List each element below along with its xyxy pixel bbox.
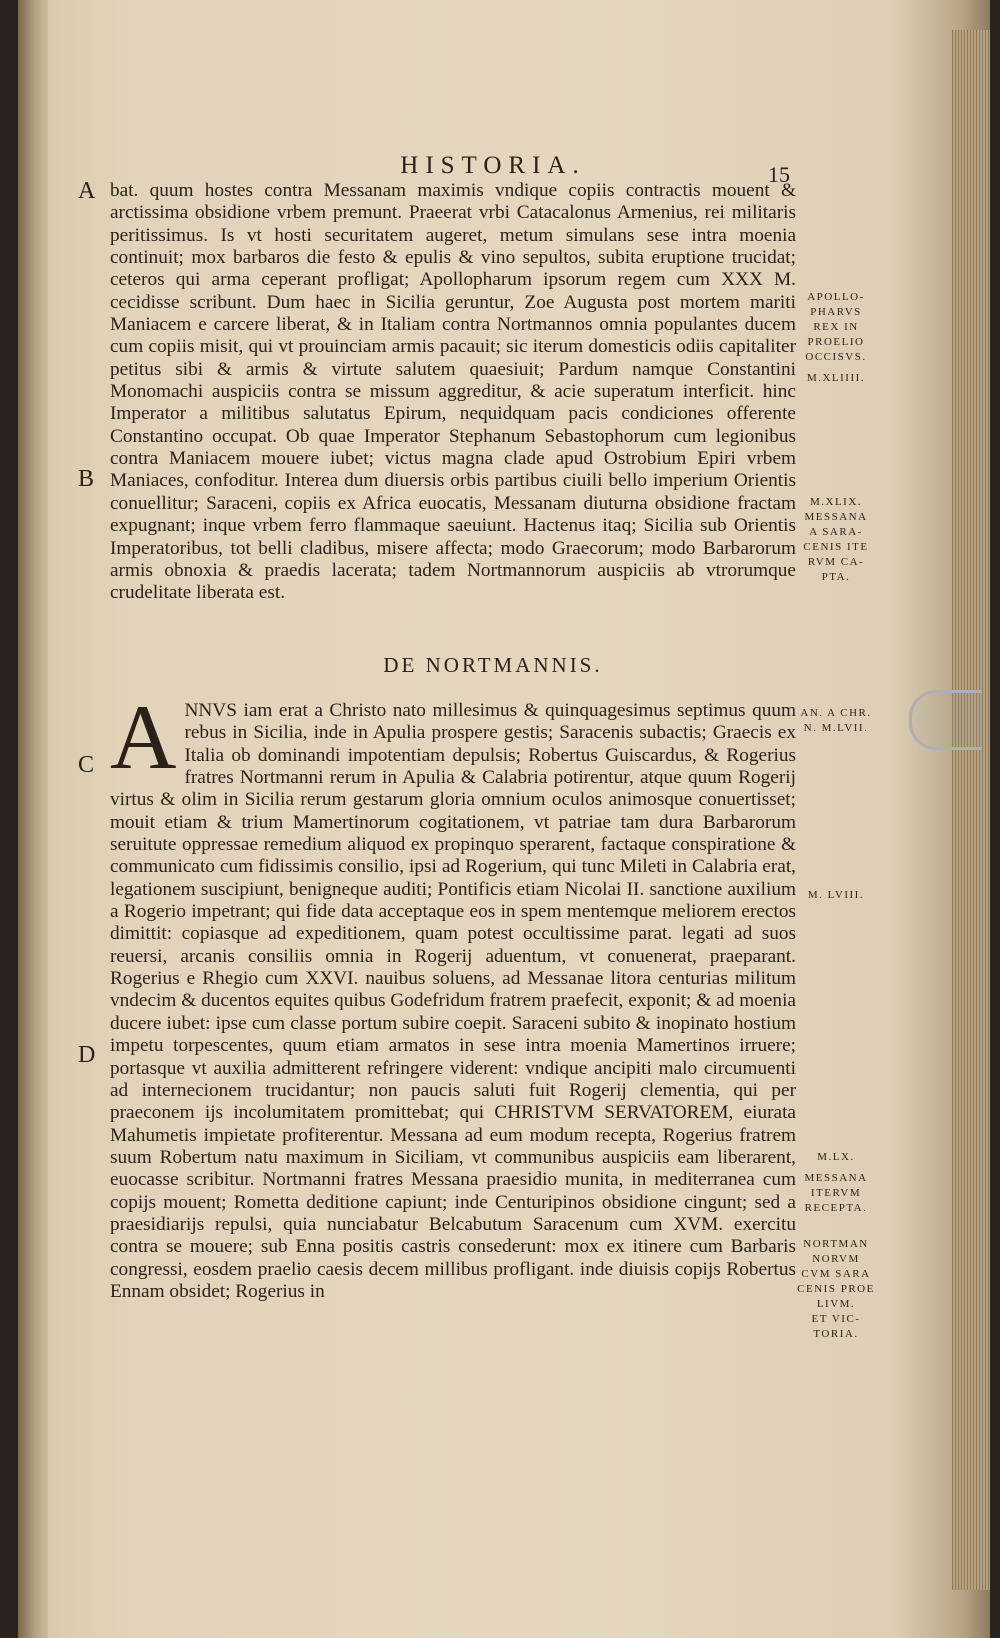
folio-number: 15 [768, 162, 790, 187]
section-title: DE NORTMANNIS. [383, 653, 603, 677]
section-marker-c: C [78, 752, 95, 778]
book-spine [18, 0, 48, 1638]
paragraph-nortmannis [110, 686, 796, 1303]
paragraph-historia: bat. quum hostes contra Messanam maximis vndique copiis contractis mouent & arctissima obsidione vrbem premunt. Praeerat vrbi Catacalonus Armenius, rei militaris peritissimus. Is vt hosti securitatem augeret, metum simulans sese intra moenia continuit; mox barbaros die festo & epulis & vino sepultos, subita eruptione trucidat; ceteros qui arma ceperant profligat; Apollopharum ipsorum regem cum XXX M. cecidisse scribunt. Dum haec in Sicilia geruntur, Zoe Augusta post mortem mariti Maniacem e carcere liberat, & in Italiam contra Nortmannos omnia populantes ducem cum copiis misit, qui vt prouinciam armis pacauit; sic iterum domesticis odiis capitaliter petitus sibi & armis & virtute salutem quaesiuit; Pardum namque Constantini Monomachi auspiciis contra se missum aggreditur, & acie superatum interficit. hinc Imperator a militibus salutatus Epirum, nequidquam pacis condiciones offerente Constantino occupat. Ob quae Imperator Stephanum Sebastophorum cum legionibus contra Maniacem mouere iubet; victus magna clade apud Ostrobium Epiri vrbem Maniaces, confoditur. Interea dum diuersis orbis partibus ciuili bello imperium Orientis conuellitur; Saraceni, copiis ex Africa euocatis, Messanam diuturna obsidione fractam expugnant; inque vrbem ferro flammaque saeuiunt. Hactenus itaq; Sicilia sub Orientis Imperatoribus, tot belli cladibus, misere affecta; modo Graecorum; modo Barbarorum armis obnoxia & praedis lacerata; tadem Nortmannorum auspiciis ab vtrorumque crudelitate liberata est. [110, 180, 796, 604]
margin-note-messana-capta: M.XLIX. MESSANA A SARA- CENIS ITE RVM CA- PTA. [803, 496, 869, 583]
margin-note-apollopharus: APOLLO- PHARVS REX IN PROELIO OCCISVS. M.XLIIII. [805, 291, 867, 384]
running-head: HISTORIA. [400, 152, 586, 179]
margin-note-nortmannorum-proelium: NORTMAN NORVM CVM SARA CENIS PROE LIVM. ET VIC- TORIA. [797, 1238, 875, 1340]
section-marker-a: A [78, 178, 96, 204]
section-marker-d: D [78, 1042, 96, 1068]
paragraph-nortmannis-text: NNVS iam erat a Christo nato millesimus & quinquagesimus septimus quum rebus in Sicilia, inde in Apulia prospere gestis; Saracenis subactis; Graecis ex Italia ob dominandi impotentiam depulsis; Robertus Guiscardus, & Rogerius fratres Nortmanni rerum in Apulia & Calabria potirentur, atque quum Rogerij virtus & olim in Sicilia rerum gestarum gloria omnium oculos animosque conuertisset; mouit etiam & trium Mamertinorum cogitationem, vt patriae tam dura Barbarorum seruitute oppressae remedium aliquod ex propinquo sperarent, factaque conspiratione & communicato cum fidissimis consilio, ipsi ad Rogerium, qui tunc Mileti in Calabria erat, legationem suscipiunt, benigneque auditi; Pontificis etiam Nicolai II. sanctione auxilium a Rogerio impetrant; qui fide data acceptaque eos in spem mentemque meliorem erectos dimittit: copiasque ad expeditionem, quam potest occultissime parat. legati ad suos reuersi, arcanis consiliis omnia in Rogerij aduentum, vt conuenerat, praeparant. Rogerius e Rhegio cum XXVI. nauibus soluens, ad Messanae litora centurias militum vndecim & ducentos equites quibus Godefridum fratrem praefecit, exponit; & ad moenia ducere iubet: ipse cum classe portum subire coepit. Saraceni subito & inopinato hostium impetu torpescentes, quum etiam armatos in sese intra moenia Mamertinos irruere; portasque vt auxilia admitterent refringere viderent: vndique ancipiti malo circumuenti ad internecionem trucidantur; non paucis saluti fuit Rogerij clementia, qui per praeconem ijs incolumitatem promittebat; qui CHRISTVM SERVATOREM, eiurata Mahumetis impietate profiterentur. Messana ad eum modum recepta, Rogerius fratrem suum Robertum natu maximum in Siciliam, vt communibus auspiciis eam liberarent, euocasse scribitur. Nortmanni fratres Messana praesidio munita, in mediterranea cum copijs mouent; Rometta deditione capiunt; inde Centuripinos obsidione cingunt; sed a praesidiarijs repulsi, quia nunciabatur Belcabutum Saracenum cum XVM. exercitu contra se mouere; sub Enna positis castris consederunt: mox ex itinere cum Barbaris congressi, eosdem praelio caesis decem millibus profligant. inde diuisis copijs Robertus Ennam obsidet; Rogerius in [110, 700, 796, 1302]
section-marker-b: B [78, 466, 95, 492]
margin-note-messana-recepta: M.LX. MESSANA ITERVM RECEPTA. [804, 1151, 868, 1214]
page-edges [952, 30, 990, 1590]
drop-cap: A [110, 686, 177, 788]
page-clip [909, 690, 982, 750]
margin-note-mlviii: M. LVIII. [807, 889, 865, 901]
book-page [18, 0, 990, 1638]
margin-note-anno-christi: AN. A CHR. N. M.LVII. [800, 707, 872, 734]
